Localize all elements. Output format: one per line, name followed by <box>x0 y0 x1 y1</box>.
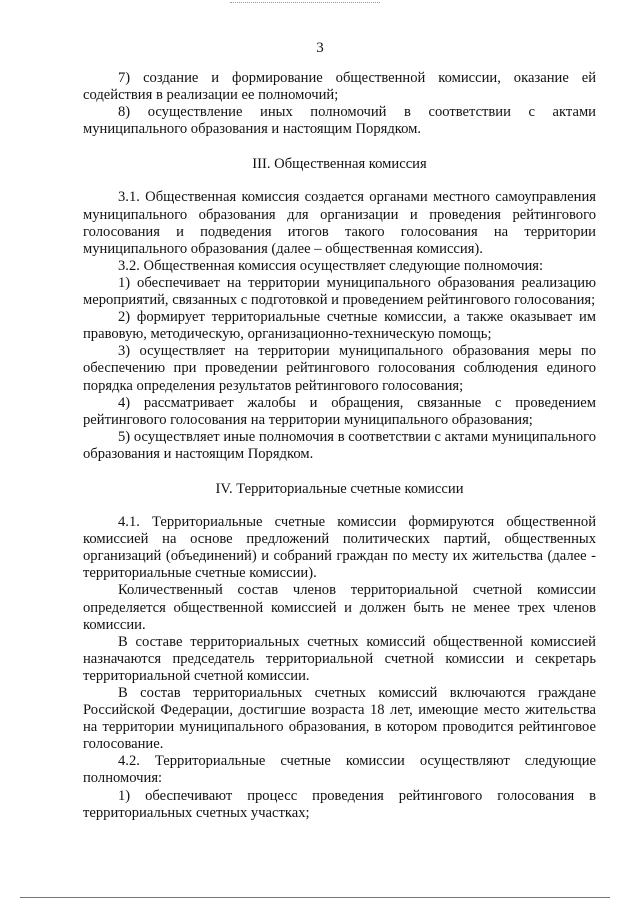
paragraph-3-2-item-4: 4) рассматривает жалобы и обращения, связанные с проведением рейтингового голосования на территории муниципального образования; <box>83 394 596 428</box>
paragraph-3-2-item-3: 3) осуществляет на территории муниципального образования меры по обеспечению при проведении рейтингового голосования соблюдения единого порядка определения результатов рейтингового голосования; <box>83 343 596 394</box>
paragraph-3-2-item-1: 1) обеспечивает на территории муниципального образования реализацию мероприятий, связанных с подготовкой и проведением рейтингового голосования; <box>83 274 596 309</box>
paragraph-3-2-item-5: 5) осуществляет иные полномочия в соответствии с актами муниципального образования и настоящим Порядком. <box>83 428 596 462</box>
paragraph-4-1-chair: В составе территориальных счетных комиссий общественной комиссией назначаются председатель территориальной счетной комиссии и секретарь территориальной счетной комиссии. <box>83 633 596 684</box>
paragraph-item-7: 7) создание и формирование общественной комиссии, оказание ей содействия в реализации ее полномочий; <box>83 70 596 104</box>
scan-artifact-marks <box>230 2 380 7</box>
section-heading-3: III. Общественная комиссия <box>252 156 427 173</box>
bottom-scan-edge <box>20 897 610 898</box>
paragraph-item-8: 8) осуществление иных полномочий в соответствии с актами муниципального образования и настоящим Порядком. <box>83 104 596 138</box>
page-number: 3 <box>316 40 324 56</box>
paragraph-3-2: 3.2. Общественная комиссия осуществляет следующие полномочия: <box>118 257 544 274</box>
document-body <box>83 70 596 822</box>
section-heading-4: IV. Территориальные счетные комиссии <box>215 480 464 497</box>
paragraph-4-2: 4.2. Территориальные счетные комиссии осуществляют следующие полномочия: <box>83 753 596 787</box>
paragraph-4-1: 4.1. Территориальные счетные комиссии формируются общественной комиссией на основе предложений политических партий, общественных организаций (объединений) и собраний граждан по месту их жительства (далее - территориальные счетные комиссии). <box>83 514 596 582</box>
paragraph-3-1: 3.1. Общественная комиссия создается органами местного самоуправления муниципального образования для организации и проведения рейтингового голосования и подведения итогов такого голосования на территории муниципального образования (далее – общественная комиссия). <box>83 189 596 257</box>
paragraph-4-2-item-1: 1) обеспечивают процесс проведения рейтингового голосования в территориальных счетных участках; <box>83 787 596 821</box>
paragraph-3-2-item-2: 2) формирует территориальные счетные комиссии, а также оказывает им правовую, методическую, организационно-техническую помощь; <box>83 309 596 343</box>
paragraph-4-1-composition: Количественный состав членов территориальной счетной комиссии определяется общественной комиссией и должен быть не менее трех членов комиссии. <box>83 582 596 633</box>
paragraph-4-1-members: В состав территориальных счетных комиссий включаются граждане Российской Федерации, достигшие возраста 18 лет, имеющие место жительства на территории муниципального образования, в котором проводится рейтинговое голосование. <box>83 685 596 753</box>
